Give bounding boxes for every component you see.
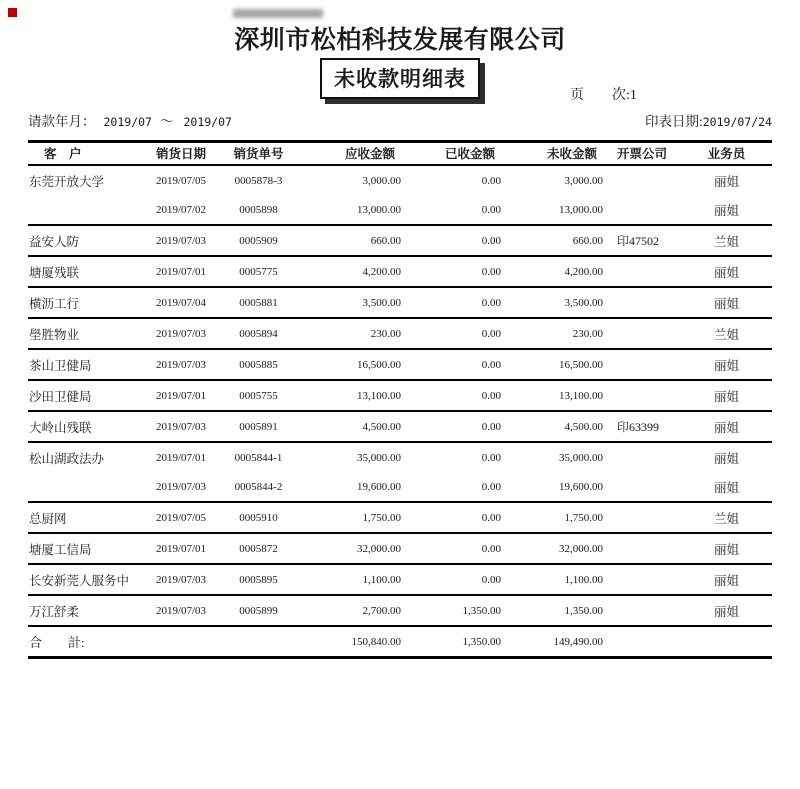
date-cell: 2019/07/04 [148, 287, 214, 318]
received-cell: 0.00 [403, 502, 503, 533]
invoice-cell: 0005844-2 [214, 472, 303, 502]
customer-cell: 横沥工行 [28, 287, 148, 318]
company-cell [605, 502, 693, 533]
received-cell: 0.00 [403, 225, 503, 256]
invoice-row [28, 256, 772, 287]
received-cell: 0.00 [481, 174, 501, 187]
customer-cell [28, 195, 148, 225]
received-cell: 0.00 [403, 287, 503, 318]
invoice-row [28, 349, 772, 380]
page-field-label: 次: [612, 88, 630, 103]
invoice-row [28, 195, 772, 225]
total-company-empty [605, 626, 693, 658]
customer-cell: 东莞开放大学 [29, 174, 105, 189]
received-cell: 0.00 [403, 349, 503, 380]
total-sales-empty [693, 626, 772, 658]
sales-cell: 兰姐 [693, 318, 772, 349]
receivable-cell: 16,500.00 [303, 349, 403, 380]
receivable-cell: 3,500.00 [303, 287, 403, 318]
unpaid-cell: 19,600.00 [503, 472, 605, 502]
unpaid-cell: 230.00 [503, 318, 605, 349]
receivable-cell: 660.00 [303, 225, 403, 256]
date-cell: 2019/07/01 [155, 451, 207, 464]
customer-cell: 长安新莞人服务中 [28, 564, 148, 595]
receivable-cell: 1,100.00 [303, 564, 403, 595]
company-cell: 印47502 [605, 225, 693, 256]
company-cell [605, 256, 693, 287]
company-cell [605, 165, 693, 195]
receivable-cell: 1,750.00 [303, 502, 403, 533]
company-cell: 印63399 [605, 411, 693, 442]
report-subtitle-box [320, 58, 480, 99]
invoice-cell: 0005910 [214, 502, 303, 533]
company-title: 深圳市松柏科技发展有限公司 [234, 26, 566, 54]
date-cell: 2019/07/01 [148, 380, 214, 411]
sales-cell: 丽姐 [693, 472, 772, 502]
date-cell: 2019/07/03 [148, 225, 214, 256]
meta-row [28, 110, 772, 130]
col-header-company: 开票公司 [605, 142, 693, 166]
sales-cell: 丽姐 [693, 380, 772, 411]
unpaid-cell: 660.00 [503, 225, 605, 256]
customer-cell: 总厨网 [28, 502, 148, 533]
total-unpaid: 149,490.00 [503, 626, 605, 658]
company-cell [605, 318, 693, 349]
total-label: 合 計: [28, 626, 303, 658]
received-cell: 0.00 [481, 451, 501, 464]
invoice-cell: 0005878-3 [234, 174, 283, 187]
sales-cell: 丽姐 [713, 451, 739, 466]
unpaid-cell: 3,000.00 [564, 174, 603, 187]
invoice-cell: 0005775 [214, 256, 303, 287]
sales-cell: 丽姐 [693, 287, 772, 318]
invoice-row [28, 165, 772, 195]
sales-cell: 丽姐 [693, 195, 772, 225]
total-row [28, 626, 772, 658]
company-cell [605, 472, 693, 502]
invoice-row [28, 533, 772, 564]
receivable-cell: 4,500.00 [303, 411, 403, 442]
received-cell: 0.00 [403, 195, 503, 225]
receivable-cell: 2,700.00 [303, 595, 403, 626]
invoice-cell: 0005755 [214, 380, 303, 411]
col-header-invoice: 销货单号 [214, 142, 303, 166]
sales-cell: 丽姐 [693, 411, 772, 442]
sales-cell: 丽姐 [713, 174, 739, 189]
customer-cell: 塘厦工信局 [28, 533, 148, 564]
print-date-label: 印表日期: [644, 114, 703, 129]
report-subtitle: 未收款明细表 [334, 67, 466, 91]
receivables-table [28, 140, 772, 659]
request-period [28, 110, 240, 130]
date-cell: 2019/07/01 [148, 533, 214, 564]
received-cell: 0.00 [403, 533, 503, 564]
customer-cell: 益安人防 [28, 225, 148, 256]
sales-cell: 丽姐 [693, 349, 772, 380]
received-cell: 1,350.00 [403, 595, 503, 626]
sales-cell: 丽姐 [693, 533, 772, 564]
print-date-value: 2019/07/24 [702, 115, 772, 129]
header-row [28, 142, 772, 166]
unpaid-cell: 4,200.00 [503, 256, 605, 287]
received-cell: 0.00 [403, 318, 503, 349]
page-word: 页 [570, 88, 584, 103]
invoice-cell: 0005894 [214, 318, 303, 349]
col-header-receivable: 应收金额 [303, 142, 403, 166]
corner-mark [8, 8, 17, 17]
company-cell [605, 595, 693, 626]
invoice-row [28, 287, 772, 318]
table-header [28, 142, 772, 166]
receivable-cell: 230.00 [303, 318, 403, 349]
unpaid-cell: 1,100.00 [503, 564, 605, 595]
col-header-sales: 业务员 [693, 142, 772, 166]
invoice-cell: 0005844-1 [234, 451, 283, 464]
invoice-row [28, 502, 772, 533]
customer-cell: 塘厦残联 [28, 256, 148, 287]
customer-cell: 壆胜物业 [28, 318, 148, 349]
print-smudge-artifact [233, 9, 323, 18]
invoice-row [28, 225, 772, 256]
receivable-cell: 4,200.00 [303, 256, 403, 287]
invoice-cell: 0005909 [214, 225, 303, 256]
company-cell [605, 564, 693, 595]
page-number-line [570, 84, 637, 104]
col-header-received: 已收金额 [403, 142, 503, 166]
date-cell: 2019/07/02 [148, 195, 214, 225]
unpaid-cell: 1,750.00 [503, 502, 605, 533]
period-to: 2019/07 [183, 115, 232, 129]
date-cell: 2019/07/05 [155, 174, 207, 187]
invoice-cell: 0005899 [214, 595, 303, 626]
customer-cell: 万江舒柔 [28, 595, 148, 626]
subtitle-row [0, 58, 800, 99]
date-cell: 2019/07/03 [148, 411, 214, 442]
sales-cell: 兰姐 [693, 502, 772, 533]
receivable-cell: 32,000.00 [303, 533, 403, 564]
company-cell [605, 380, 693, 411]
page-number: 1 [629, 88, 637, 103]
received-cell: 0.00 [403, 564, 503, 595]
received-cell: 0.00 [403, 472, 503, 502]
receivable-cell: 13,100.00 [303, 380, 403, 411]
sales-cell: 兰姐 [693, 225, 772, 256]
period-from: 2019/07 [103, 115, 152, 129]
invoice-row [28, 442, 772, 472]
company-cell [605, 533, 693, 564]
sales-cell: 丽姐 [693, 564, 772, 595]
date-cell: 2019/07/03 [148, 564, 214, 595]
date-cell: 2019/07/03 [148, 472, 214, 502]
total-received: 1,350.00 [403, 626, 503, 658]
invoice-row [28, 595, 772, 626]
company-cell [605, 442, 693, 472]
receivable-cell: 35,000.00 [357, 451, 401, 464]
unpaid-cell: 13,000.00 [503, 195, 605, 225]
customer-cell: 松山湖政法办 [29, 451, 105, 466]
unpaid-cell: 13,100.00 [503, 380, 605, 411]
total-receivable: 150,840.00 [303, 626, 403, 658]
invoice-cell: 0005881 [214, 287, 303, 318]
invoice-row [28, 411, 772, 442]
date-cell: 2019/07/03 [148, 349, 214, 380]
invoice-row [28, 318, 772, 349]
unpaid-cell: 4,500.00 [503, 411, 605, 442]
invoice-row [28, 380, 772, 411]
unpaid-cell: 32,000.00 [503, 533, 605, 564]
invoice-cell: 0005898 [214, 195, 303, 225]
request-period-label: 请款年月： [28, 114, 96, 129]
unpaid-cell: 3,500.00 [503, 287, 605, 318]
date-cell: 2019/07/05 [148, 502, 214, 533]
receivable-cell: 3,000.00 [362, 174, 401, 187]
company-cell [605, 287, 693, 318]
sales-cell: 丽姐 [693, 256, 772, 287]
col-header-unpaid: 未收金额 [503, 142, 605, 166]
invoice-row [28, 564, 772, 595]
invoice-cell: 0005885 [214, 349, 303, 380]
invoice-cell: 0005895 [214, 564, 303, 595]
table-body [28, 165, 772, 626]
unpaid-cell: 1,350.00 [503, 595, 605, 626]
col-header-customer: 客 户 [28, 142, 148, 166]
tilde: ～ [159, 114, 174, 129]
customer-cell [28, 472, 148, 502]
customer-cell: 茶山卫健局 [28, 349, 148, 380]
customer-cell: 大岭山残联 [28, 411, 148, 442]
unpaid-cell: 35,000.00 [559, 451, 603, 464]
received-cell: 0.00 [403, 256, 503, 287]
col-header-date: 销货日期 [148, 142, 214, 166]
table-footer [28, 626, 772, 658]
print-date-line [645, 110, 772, 130]
receivable-cell: 19,600.00 [303, 472, 403, 502]
unpaid-cell: 16,500.00 [503, 349, 605, 380]
date-cell: 2019/07/01 [148, 256, 214, 287]
receivable-cell: 13,000.00 [303, 195, 403, 225]
company-cell [605, 349, 693, 380]
sales-cell: 丽姐 [693, 595, 772, 626]
date-cell: 2019/07/03 [148, 318, 214, 349]
invoice-cell: 0005872 [214, 533, 303, 564]
received-cell: 0.00 [403, 380, 503, 411]
date-cell: 2019/07/03 [148, 595, 214, 626]
invoice-row [28, 472, 772, 502]
company-cell [605, 195, 693, 225]
received-cell: 0.00 [403, 411, 503, 442]
customer-cell: 沙田卫健局 [28, 380, 148, 411]
invoice-cell: 0005891 [214, 411, 303, 442]
